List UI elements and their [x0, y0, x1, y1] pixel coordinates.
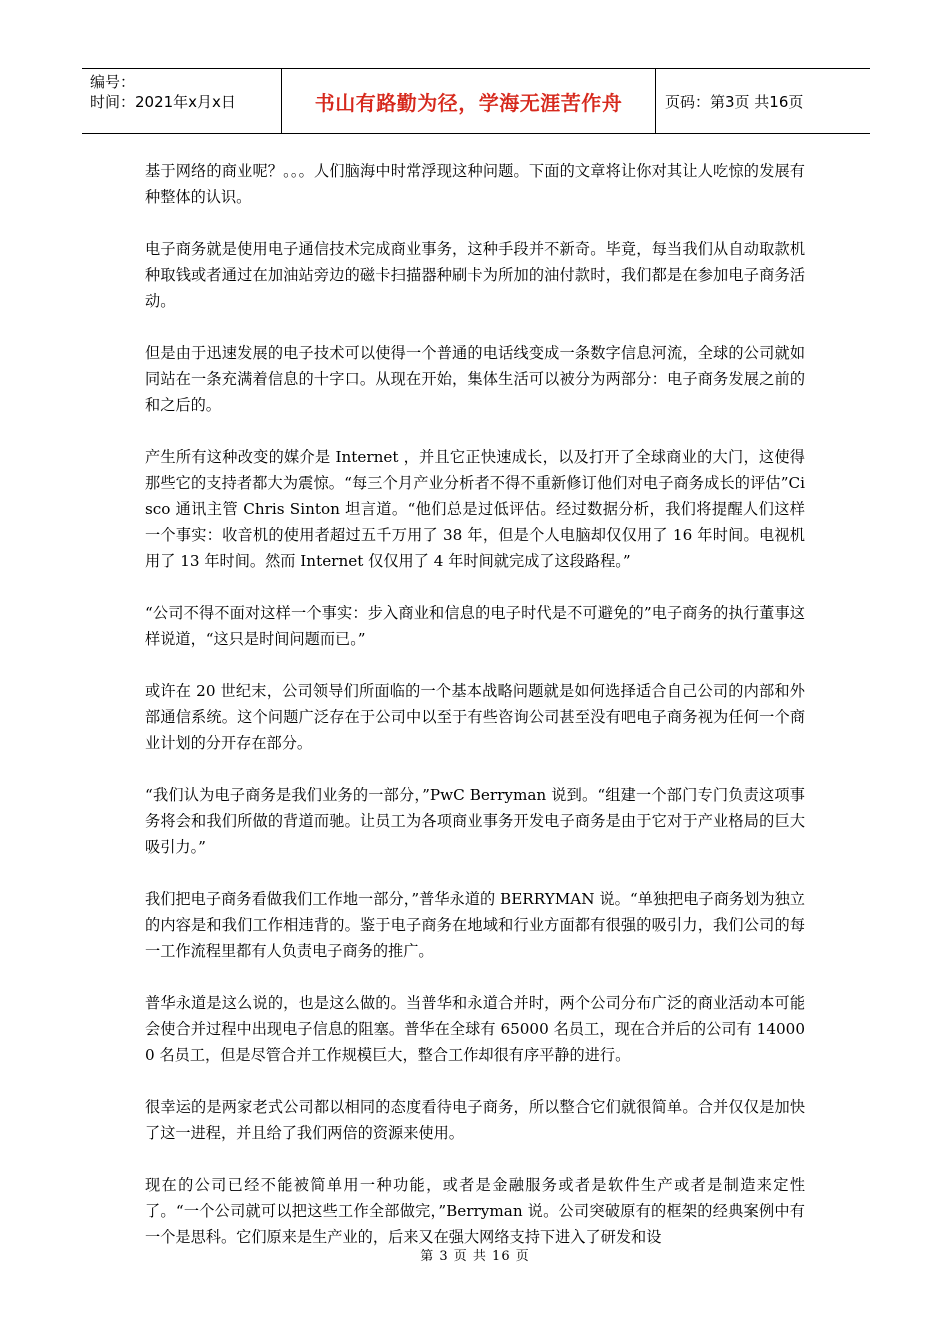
paragraph: 很幸运的是两家老式公司都以相同的态度看待电子商务，所以整合它们就很简单。合并仅仅是加快了这一进程，并且给了我们两倍的资源来使用。 [145, 1098, 805, 1142]
page-header [82, 68, 870, 134]
document-body [145, 158, 805, 1250]
paragraph: 但是由于迅速发展的电子技术可以使得一个普通的电话线变成一条数字信息河流，全球的公司就如同站在一条充满着信息的十字口。从现在开始，集体生活可以被分为两部分：电子商务发展之前的和之后的。 [145, 344, 805, 414]
paragraph: “公司不得不面对这样一个事实：步入商业和信息的电子时代是不可避免的”电子商务的执行董事这样说道，“这只是时间问题而已。” [145, 604, 805, 648]
paragraph: 产生所有这种改变的媒介是 Internet ，并且它正快速成长，以及打开了全球商业的大门，这使得那些它的支持者都大为震惊。“每三个月产业分析者不得不重新修订他们对电子商务成长的评估”Cisco 通讯主管 Chris Sinton 坦言道。“他们总是过低评估。经过数据分析，我们将提醒人们这样一个事实：收音机的使用者超过五千万用了 38 年，但是个人电脑却仅仅用了 16 年时间。电视机用了 13 年时间。然而 Internet 仅仅用了 4 年时间就完成了这段路程。” [145, 448, 805, 570]
page-footer: 第 3 页 共 16 页 [420, 1249, 530, 1264]
paragraph: 或许在 20 世纪末，公司领导们所面临的一个基本战略问题就是如何选择适合自己公司的内部和外部通信系统。这个问题广泛存在于公司中以至于有些咨询公司甚至没有吧电子商务视为任何一个商业计划的分开存在部分。 [145, 682, 805, 752]
document-number-label: 编号： [90, 73, 136, 91]
paragraph: 现在的公司已经不能被简单用一种功能，或者是金融服务或者是软件生产或者是制造来定性了。“一个公司就可以把这些工作全部做完，”Berryman 说。公司突破原有的框架的经典案例中有一个是思科。它们原来是生产业的，后来又在强大网络支持下进入了研发和设 [145, 1176, 805, 1246]
header-page-info: 页码：第3页 共16页 [665, 92, 804, 111]
paragraph: 基于网络的商业呢？。。。人们脑海中时常浮现这种问题。下面的文章将让你对其让人吃惊的发展有种整体的认识。 [145, 162, 805, 206]
paragraph: 普华永道是这么说的，也是这么做的。当普华和永道合并时，两个公司分布广泛的商业活动本可能会使合并过程中出现电子信息的阻塞。普华在全球有 65000 名员工，现在合并后的公司有 140000 名员工，但是尽管合并工作规模巨大，整合工作却很有序平静的进行。 [145, 994, 805, 1064]
document-date: 时间：2021年x月x日 [90, 93, 236, 111]
header-motto: 书山有路勤为径，学海无涯苦作舟 [282, 69, 656, 133]
paragraph: 我们把电子商务看做我们工作地一部分，”普华永道的 BERRYMAN 说。“单独把电子商务划为独立的内容是和我们工作相违背的。鉴于电子商务在地域和行业方面都有很强的吸引力，我们公司的每一工作流程里都有人负责电子商务的推广。 [145, 890, 805, 960]
header-meta [82, 69, 282, 133]
paragraph: “我们认为电子商务是我们业务的一部分，”PwC Berryman 说到。“组建一个部门专门负责这项事务将会和我们所做的背道而驰。让员工为各项商业事务开发电子商务是由于它对于产业格局的巨大吸引力。” [145, 786, 805, 856]
paragraph: 电子商务就是使用电子通信技术完成商业事务，这种手段并不新奇。毕竟，每当我们从自动取款机种取钱或者通过在加油站旁边的磁卡扫描器种刷卡为所加的油付款时，我们都是在参加电子商务活动。 [145, 240, 805, 310]
